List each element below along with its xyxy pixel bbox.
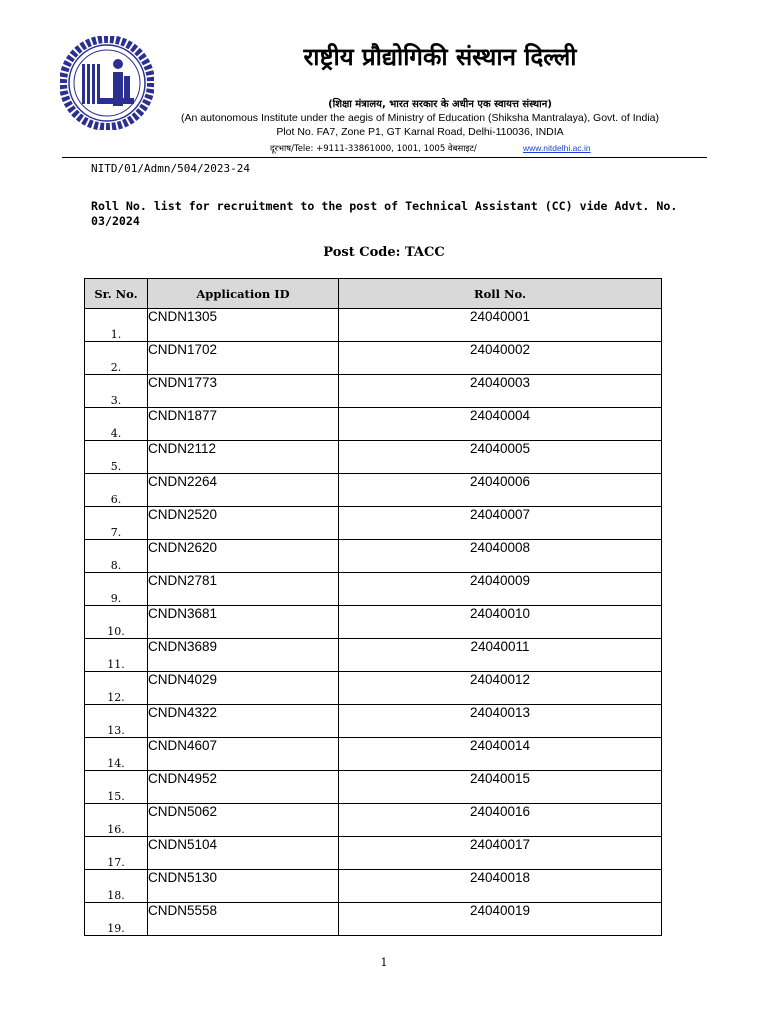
sr-no-cell: 7. bbox=[85, 507, 148, 540]
table-row bbox=[85, 738, 662, 771]
sr-no-cell: 8. bbox=[85, 540, 148, 573]
table-row bbox=[85, 474, 662, 507]
application-id-cell: CNDN1773 bbox=[148, 375, 339, 408]
roll-no-cell: 24040002 bbox=[339, 342, 662, 375]
page-number: 1 bbox=[380, 956, 388, 969]
roll-no-cell: 24040003 bbox=[339, 375, 662, 408]
institute-subtitle-hindi: (शिक्षा मंत्रालय, भारत सरकार के अधीन एक स्वायत्त संस्थान) bbox=[328, 99, 552, 110]
application-id-cell: CNDN5104 bbox=[148, 837, 339, 870]
table-row bbox=[85, 375, 662, 408]
table-header-row bbox=[85, 279, 662, 309]
application-id-cell: CNDN5130 bbox=[148, 870, 339, 903]
reference-number: NITD/01/Admn/504/2023-24 bbox=[91, 162, 250, 175]
roll-no-cell: 24040005 bbox=[339, 441, 662, 474]
sr-no-cell: 1. bbox=[85, 309, 148, 342]
institute-name-hindi: राष्ट्रीय प्रौद्योगिकी संस्थान दिल्ली bbox=[303, 43, 577, 71]
sr-no-cell: 10. bbox=[85, 606, 148, 639]
application-id-cell: CNDN4607 bbox=[148, 738, 339, 771]
roll-no-cell: 24040018 bbox=[339, 870, 662, 903]
table-row bbox=[85, 573, 662, 606]
website-link[interactable]: www.nitdelhi.ac.in bbox=[523, 143, 591, 153]
sr-no-cell: 4. bbox=[85, 408, 148, 441]
table-row bbox=[85, 342, 662, 375]
sr-no-cell: 19. bbox=[85, 903, 148, 936]
application-id-cell: CNDN1877 bbox=[148, 408, 339, 441]
sr-no-cell: 15. bbox=[85, 771, 148, 804]
roll-no-cell: 24040012 bbox=[339, 672, 662, 705]
application-id-cell: CNDN4952 bbox=[148, 771, 339, 804]
roll-no-cell: 24040008 bbox=[339, 540, 662, 573]
institute-contact: दूरभाष/Tele: +9111-33861000, 1001, 1005 वेबसाइट/ bbox=[270, 144, 477, 154]
table-row bbox=[85, 771, 662, 804]
table-row bbox=[85, 606, 662, 639]
application-id-cell: CNDN2620 bbox=[148, 540, 339, 573]
sr-no-cell: 5. bbox=[85, 441, 148, 474]
table-row bbox=[85, 408, 662, 441]
roll-no-cell: 24040011 bbox=[339, 639, 662, 672]
table-row bbox=[85, 837, 662, 870]
sr-no-cell: 17. bbox=[85, 837, 148, 870]
roll-no-cell: 24040019 bbox=[339, 903, 662, 936]
application-id-cell: CNDN2112 bbox=[148, 441, 339, 474]
table-row bbox=[85, 507, 662, 540]
table-row bbox=[85, 705, 662, 738]
application-id-cell: CNDN1702 bbox=[148, 342, 339, 375]
application-id-cell: CNDN2264 bbox=[148, 474, 339, 507]
application-id-cell: CNDN2520 bbox=[148, 507, 339, 540]
application-id-cell: CNDN5062 bbox=[148, 804, 339, 837]
roll-no-cell: 24040009 bbox=[339, 573, 662, 606]
table-row bbox=[85, 441, 662, 474]
table-row bbox=[85, 870, 662, 903]
table-row bbox=[85, 309, 662, 342]
sr-no-cell: 11. bbox=[85, 639, 148, 672]
column-header-roll-no: Roll No. bbox=[339, 279, 662, 309]
sr-no-cell: 6. bbox=[85, 474, 148, 507]
sr-no-cell: 18. bbox=[85, 870, 148, 903]
column-header-application-id: Application ID bbox=[148, 279, 339, 309]
application-id-cell: CNDN1305 bbox=[148, 309, 339, 342]
roll-no-cell: 24040007 bbox=[339, 507, 662, 540]
application-id-cell: CNDN4029 bbox=[148, 672, 339, 705]
column-header-sr-no: Sr. No. bbox=[85, 279, 148, 309]
roll-no-cell: 24040013 bbox=[339, 705, 662, 738]
header-divider bbox=[62, 157, 707, 158]
institute-subtitle-english: (An autonomous Institute under the aegis of Ministry of Education (Shiksha Mantralaya), Govt. of India) bbox=[181, 112, 659, 124]
roll-no-cell: 24040010 bbox=[339, 606, 662, 639]
application-id-cell: CNDN2781 bbox=[148, 573, 339, 606]
subject-line: Roll No. list for recruitment to the post of Technical Assistant (CC) vide Advt. No. bbox=[91, 199, 678, 213]
application-id-cell: CNDN5558 bbox=[148, 903, 339, 936]
sr-no-cell: 14. bbox=[85, 738, 148, 771]
table-row bbox=[85, 903, 662, 936]
sr-no-cell: 3. bbox=[85, 375, 148, 408]
roll-no-cell: 24040001 bbox=[339, 309, 662, 342]
sr-no-cell: 9. bbox=[85, 573, 148, 606]
table-row bbox=[85, 540, 662, 573]
sr-no-cell: 16. bbox=[85, 804, 148, 837]
table-row bbox=[85, 672, 662, 705]
roll-no-cell: 24040015 bbox=[339, 771, 662, 804]
subject-line-continued: 03/2024 bbox=[91, 214, 140, 228]
roll-no-cell: 24040006 bbox=[339, 474, 662, 507]
table-row bbox=[85, 639, 662, 672]
institute-address: Plot No. FA7, Zone P1, GT Karnal Road, Delhi-110036, INDIA bbox=[276, 126, 564, 138]
roll-number-table bbox=[84, 278, 662, 936]
roll-no-cell: 24040014 bbox=[339, 738, 662, 771]
post-code-heading: Post Code: TACC bbox=[323, 245, 445, 260]
application-id-cell: CNDN3689 bbox=[148, 639, 339, 672]
sr-no-cell: 12. bbox=[85, 672, 148, 705]
application-id-cell: CNDN4322 bbox=[148, 705, 339, 738]
sr-no-cell: 13. bbox=[85, 705, 148, 738]
sr-no-cell: 2. bbox=[85, 342, 148, 375]
application-id-cell: CNDN3681 bbox=[148, 606, 339, 639]
roll-no-cell: 24040017 bbox=[339, 837, 662, 870]
roll-no-cell: 24040004 bbox=[339, 408, 662, 441]
roll-no-cell: 24040016 bbox=[339, 804, 662, 837]
table-row bbox=[85, 804, 662, 837]
nit-delhi-logo-icon bbox=[60, 36, 154, 130]
